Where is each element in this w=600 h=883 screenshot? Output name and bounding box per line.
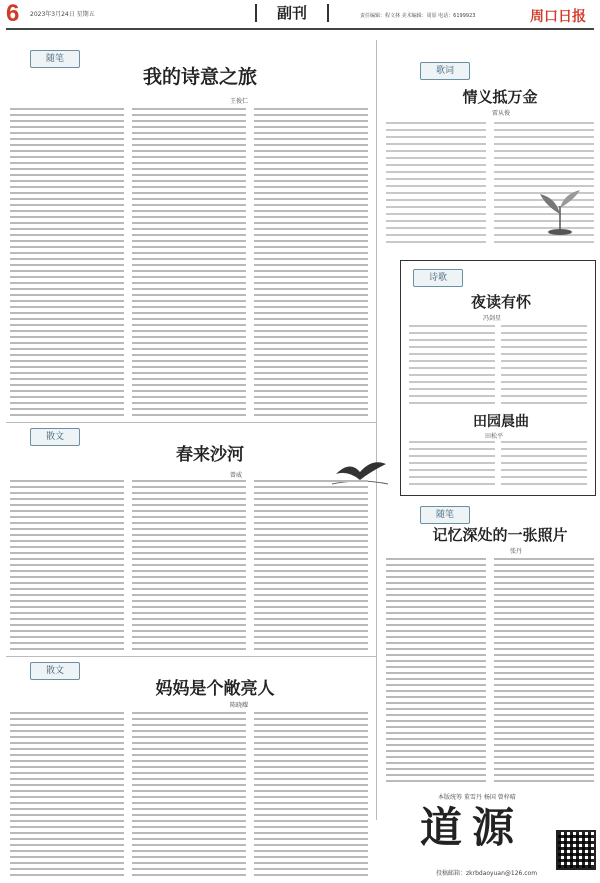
section-divider	[6, 656, 376, 657]
plant-illustration	[528, 186, 592, 236]
poem-body	[409, 441, 495, 487]
article-body-column	[10, 712, 124, 876]
article-body-column	[386, 558, 486, 782]
tag-essay: 随笔	[30, 50, 80, 68]
article-title: 妈妈是个敞亮人	[155, 679, 275, 699]
article-title: 春来沙河	[176, 445, 244, 465]
article-body-column	[10, 108, 124, 416]
paper-logo: 周口日报	[530, 9, 586, 25]
poem-title: 夜读有怀	[470, 293, 531, 311]
poem-title: 田园晨曲	[473, 414, 529, 430]
poem-body	[501, 441, 587, 487]
poem-author: 田松平	[485, 433, 504, 440]
article-author: 陈晓耀	[230, 702, 249, 709]
issue-date: 2023年3月24日 星期五	[30, 11, 95, 18]
poetry-box	[400, 260, 596, 496]
article-body-column	[132, 108, 246, 416]
article-body-column	[132, 480, 246, 650]
article-body-column	[10, 480, 124, 650]
article-author: 雷从俊	[492, 110, 511, 117]
article-title: 我的诗意之旅	[142, 66, 257, 88]
article-author: 王俊仁	[230, 98, 249, 105]
article-title: 情义抵万金	[462, 88, 538, 106]
submission-email: 投稿邮箱：zkrbdaoyuan@126.com	[436, 870, 538, 877]
article-title: 记忆深处的一张照片	[432, 526, 568, 544]
article-body-column	[254, 712, 368, 876]
section-divider	[6, 422, 376, 423]
tag-poetry: 诗歌	[413, 269, 463, 287]
article-body-column	[254, 480, 368, 650]
page-number: 6	[6, 0, 20, 27]
poem-body	[501, 325, 587, 405]
poem-body	[409, 325, 495, 405]
editor-credits: 责任编辑：程文林 美术编辑：周原 电话：6199923	[360, 13, 476, 19]
lyrics-body	[386, 122, 486, 246]
qr-code	[556, 830, 596, 870]
tag-essay: 随笔	[420, 506, 470, 524]
poem-author: 冯剑星	[483, 315, 502, 322]
footer-credits: 本版统筹 董雪丹 杨国 曾梓晴	[438, 794, 516, 801]
tag-lyrics: 歌词	[420, 62, 470, 80]
article-author: 曾威	[230, 472, 243, 479]
tag-prose: 散文	[30, 662, 80, 680]
header-rule	[6, 28, 594, 30]
tag-prose: 散文	[30, 428, 80, 446]
masthead-title: 道源	[420, 803, 525, 852]
column-divider	[376, 40, 377, 820]
page-header	[0, 0, 600, 30]
article-body-column	[494, 558, 594, 782]
article-author: 张丹	[510, 548, 523, 555]
section-title: 副刊	[255, 4, 329, 22]
article-body-column	[254, 108, 368, 416]
article-body-column	[132, 712, 246, 876]
